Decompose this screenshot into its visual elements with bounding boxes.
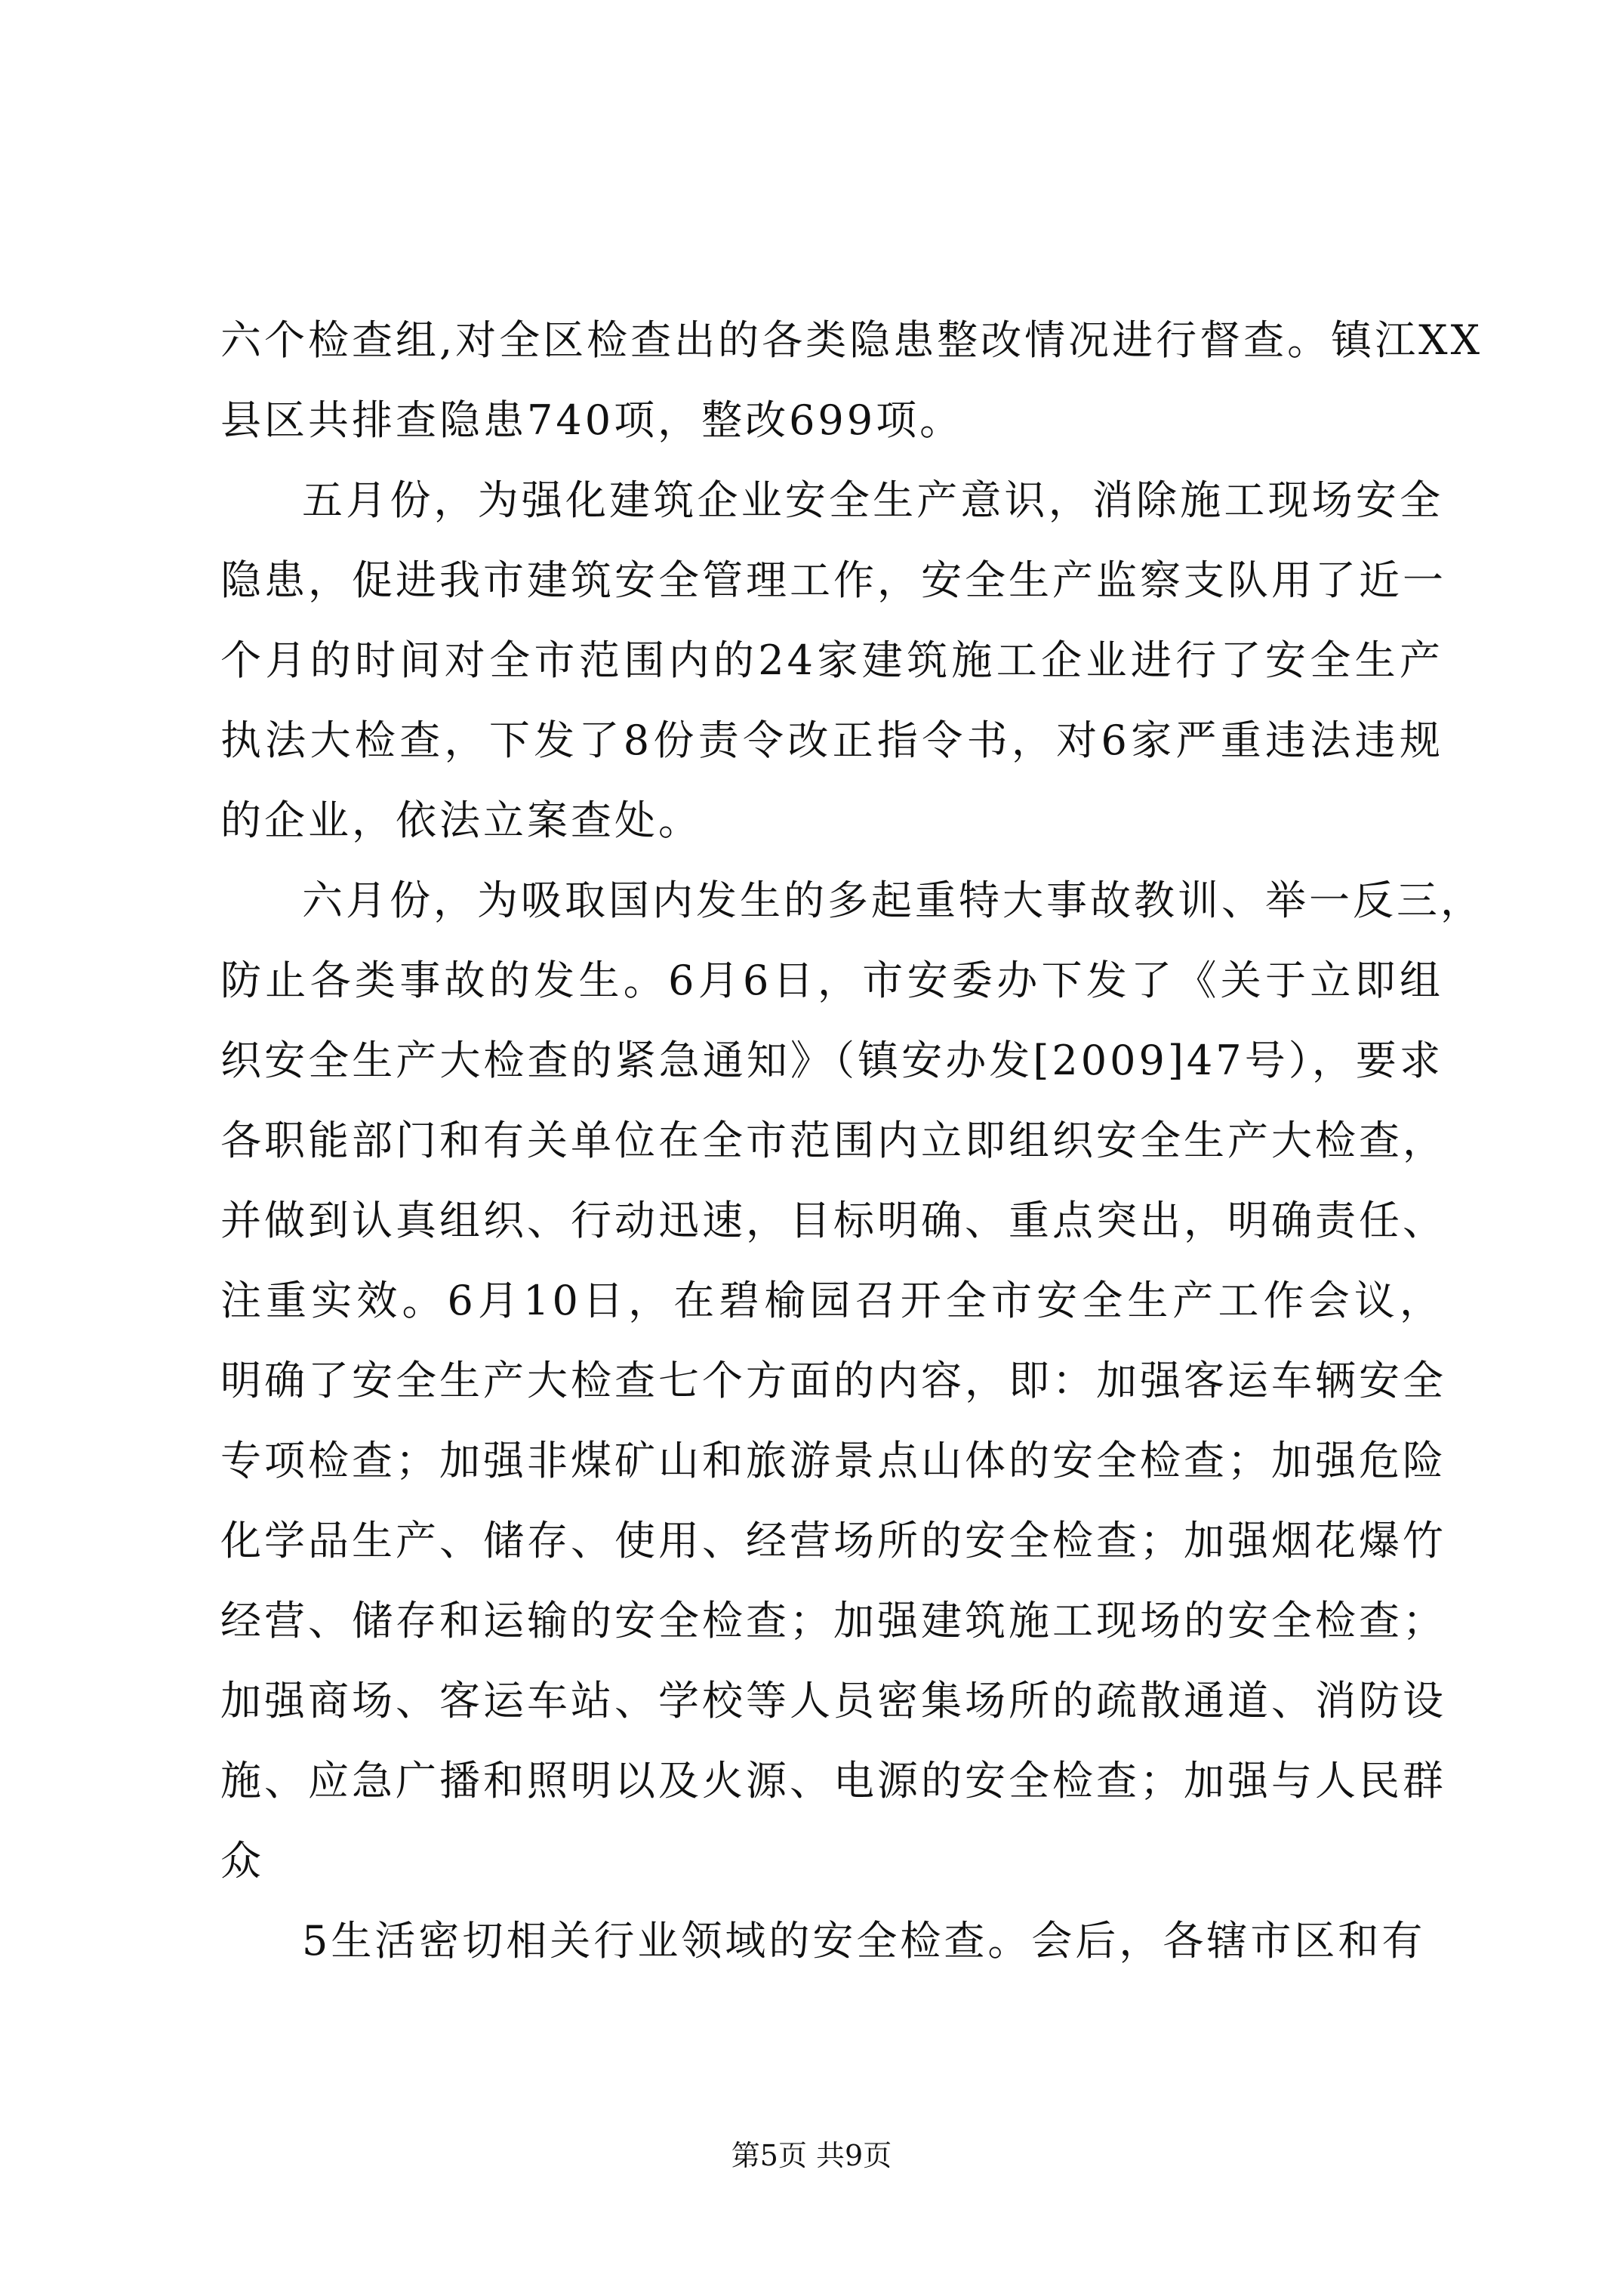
paragraph-first-line: 5生活密切相关行业领域的安全检查。会后，各辖市区和有 bbox=[302, 1917, 1426, 1965]
text-line: 隐患，促进我市建筑安全管理工作，安全生产监察支队用了近一 bbox=[220, 556, 1446, 604]
text-line: 施、应急广播和照明以及火源、电源的安全检查；加强与人民群 bbox=[220, 1757, 1446, 1804]
text-line: 个月的时间对全市范围内的24家建筑施工企业进行了安全生产 bbox=[220, 636, 1443, 684]
text-line: 防止各类事故的发生。6月6日，市安委办下发了《关于立即组 bbox=[220, 957, 1443, 1004]
text-line: 明确了安全生产大检查七个方面的内容，即：加强客运车辆安全 bbox=[220, 1357, 1446, 1404]
text-line: 并做到认真组织、行动迅速，目标明确、重点突出，明确责任、 bbox=[220, 1197, 1446, 1244]
text-line: 各职能部门和有关单位在全市范围内立即组织安全生产大检查， bbox=[220, 1117, 1446, 1164]
text-line: 经营、储存和运输的安全检查；加强建筑施工现场的安全检查； bbox=[220, 1597, 1446, 1644]
text-line: 县区共排查隐患740项，整改699项。 bbox=[220, 396, 964, 444]
text-line: 织安全生产大检查的紧急通知》（镇安办发[2009]47号），要求 bbox=[220, 1037, 1443, 1084]
text-line: 的企业，依法立案查处。 bbox=[220, 797, 702, 844]
text-line: 六个检查组,对全区检查出的各类隐患整改情况进行督查。镇江XX bbox=[220, 316, 1483, 364]
text-line: 众 bbox=[220, 1837, 264, 1885]
paragraph-first-line: 六月份，为吸取国内发生的多起重特大事故教训、举一反三， bbox=[302, 877, 1484, 924]
text-line: 专项检查；加强非煤矿山和旅游景点山体的安全检查；加强危险 bbox=[220, 1437, 1446, 1484]
text-line: 执法大检查，下发了8份责令改正指令书，对6家严重违法违规 bbox=[220, 717, 1443, 764]
page-footer: 第5页 共9页 bbox=[731, 2139, 892, 2172]
text-line: 注重实效。6月10日，在碧榆园召开全市安全生产工作会议， bbox=[220, 1277, 1443, 1324]
paragraph-first-line: 五月份，为强化建筑企业安全生产意识，消除施工现场安全 bbox=[302, 476, 1443, 524]
text-line: 化学品生产、储存、使用、经营场所的安全检查；加强烟花爆竹 bbox=[220, 1517, 1446, 1564]
text-line: 加强商场、客运车站、学校等人员密集场所的疏散通道、消防设 bbox=[220, 1677, 1446, 1724]
